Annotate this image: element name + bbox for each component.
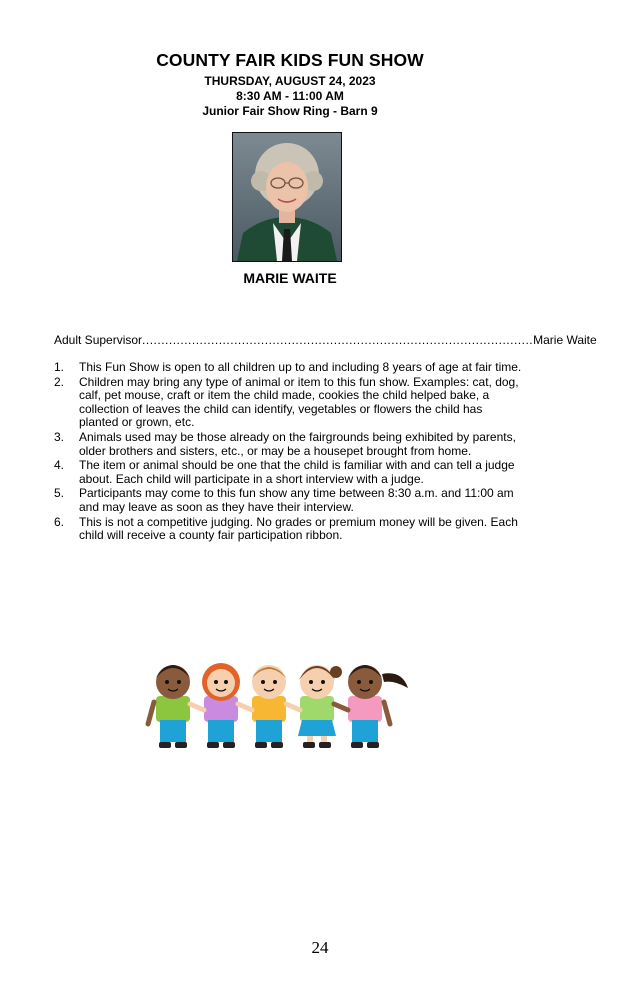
list-item — [54, 376, 524, 430]
rule-number: 4. — [54, 458, 65, 473]
kids-clipart — [144, 652, 416, 752]
rule-number: 5. — [54, 486, 65, 501]
rule-number: 2. — [54, 374, 65, 389]
rule-number: 6. — [54, 514, 65, 529]
supervisor-line — [54, 333, 597, 347]
list-item — [54, 361, 524, 375]
list-item — [54, 516, 524, 543]
event-location: Junior Fair Show Ring - Barn 9 — [202, 104, 378, 118]
page-title: COUNTY FAIR KIDS FUN SHOW — [156, 50, 424, 70]
rule-text: Children may bring any type of animal or item to this fun show. Examples: cat, dog, calf, pet mouse, craft or item the child made, cookies the child helped bake, a collection of leaves the child can identify, vegetables or flowers the child has planted or grown, etc. — [79, 374, 519, 430]
supervisor-value: Marie Waite — [533, 333, 597, 347]
supervisor-photo — [232, 132, 342, 262]
event-time: 8:30 AM - 11:00 AM — [236, 89, 344, 103]
supervisor-name: MARIE WAITE — [243, 270, 337, 286]
supervisor-label: Adult Supervisor — [54, 333, 143, 347]
rule-number: 1. — [54, 360, 65, 374]
rules-list — [54, 361, 524, 544]
rule-number: 3. — [54, 429, 65, 444]
list-item — [54, 459, 524, 486]
event-date: THURSDAY, AUGUST 24, 2023 — [204, 74, 376, 88]
rule-text: Participants may come to this fun show any time between 8:30 a.m. and 11:00 am and may leave as soon as they have their interview. — [79, 486, 514, 514]
rule-text: The item or animal should be one that the child is familiar with and can tell a judge about. Each child will participate in a short interview with a judge. — [79, 458, 515, 486]
portrait-image — [233, 133, 341, 261]
rule-text: This Fun Show is open to all children up to and including 8 years of age at fair time. — [79, 360, 522, 374]
list-item — [54, 487, 524, 514]
list-item — [54, 431, 524, 458]
page-number: 24 — [311, 938, 329, 957]
rule-text: This is not a competitive judging. No grades or premium money will be given. Each child will receive a county fair participation ribbon. — [79, 514, 518, 543]
leader-dots: ...................................................................................................... — [142, 333, 534, 347]
rule-text: Animals used may be those already on the fairgrounds being exhibited by parents, older brothers and sisters, etc., or may be a housepet brought from home. — [79, 429, 516, 458]
children-holding-hands-icon — [144, 652, 416, 752]
